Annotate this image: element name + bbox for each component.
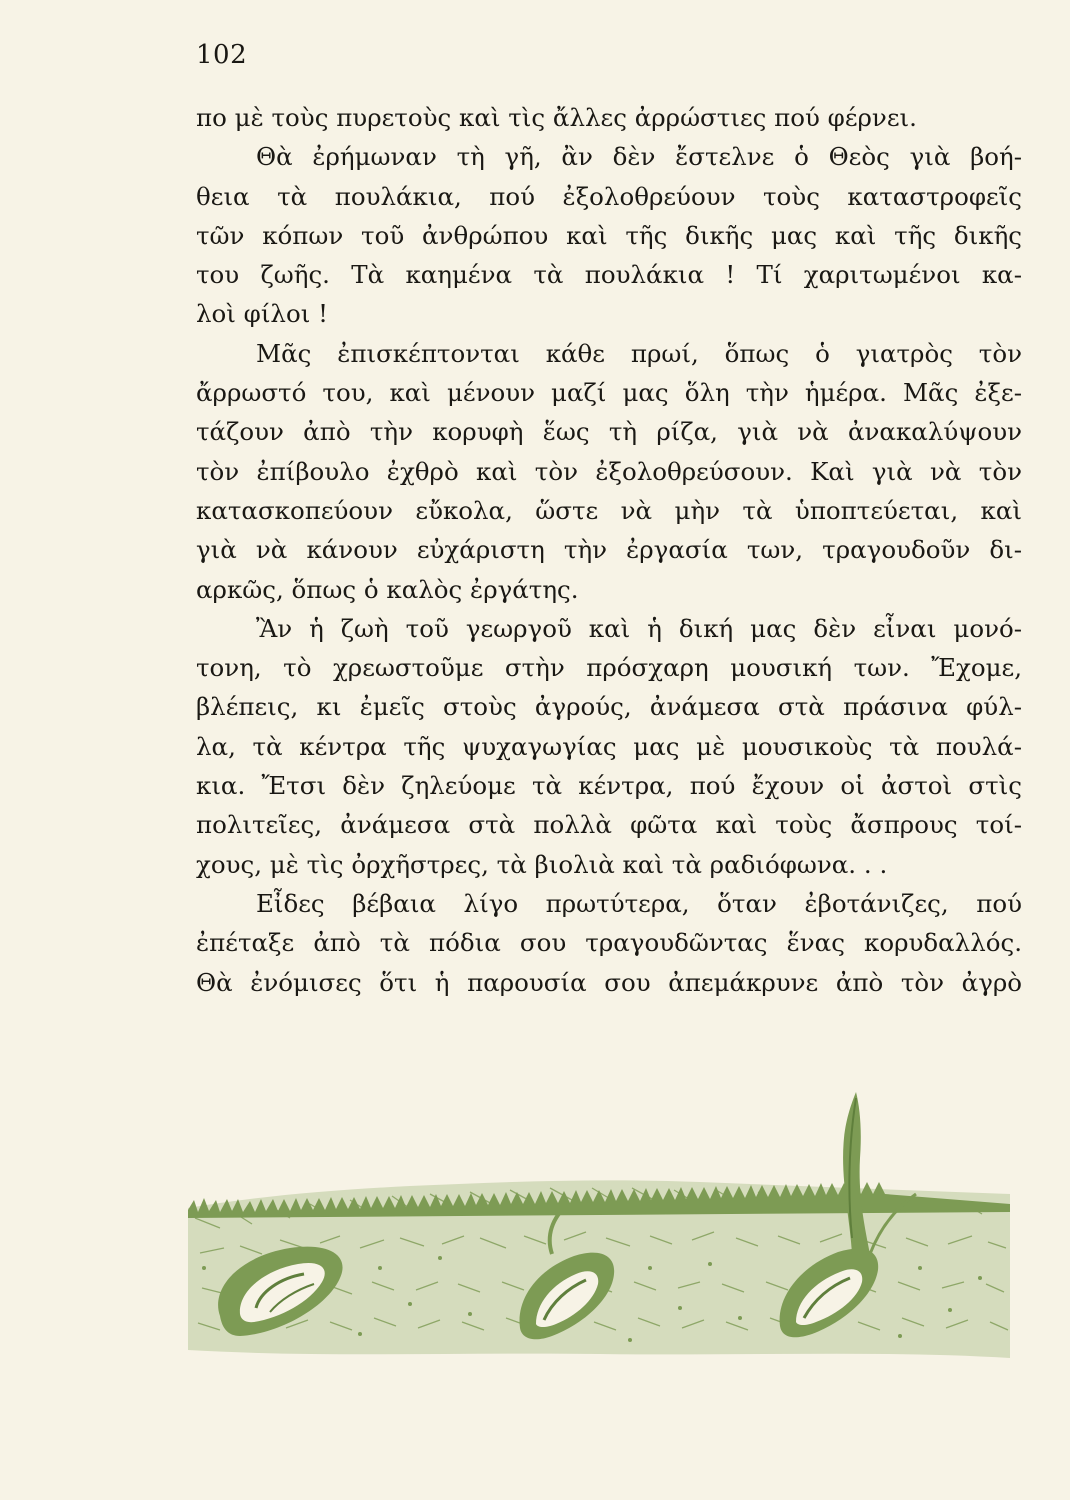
text-line: βλέπεις, κι ἐμεῖς στοὺς ἀγρούς, ἀνάμεσα στὰ πράσινα φύλ- (196, 692, 1022, 722)
text-line: θεια τὰ πουλάκια, πού ἐξολοθρεύουν τοὺς καταστροφεῖς (196, 181, 1022, 211)
text-line: λα, τὰ κέντρα τῆς ψυχαγωγίας μας μὲ μουσικοὺς τὰ πουλά- (196, 731, 1022, 761)
text-line: λοὶ φίλοι ! (196, 299, 328, 329)
text-block (196, 98, 1022, 1002)
soil-seedlings-illustration (180, 1078, 1022, 1378)
text-line: Θὰ ἐρήμωναν τὴ γῆ, ἂν δὲν ἔστελνε ὁ Θεὸς γιὰ βοή- (256, 142, 1022, 172)
page-number: 102 (196, 40, 248, 70)
text-line: τάζουν ἀπὸ τὴν κορυφὴ ἕως τὴ ρίζα, γιὰ νὰ ἀνακαλύψουν (196, 417, 1022, 447)
text-line: Μᾶς ἐπισκέπτονται κάθε πρωί, ὅπως ὁ γιατρὸς τὸν (256, 338, 1022, 368)
text-line: κια. Ἔτσι δὲν ζηλεύομε τὰ κέντρα, πού ἔχουν οἱ ἀστοὶ στὶς (196, 771, 1022, 801)
text-line: του ζωῆς. Τὰ καημένα τὰ πουλάκια ! Τί χαριτωμένοι κα- (196, 260, 1022, 290)
text-line: γιὰ νὰ κάνουν εὐχάριστη τὴν ἐργασία των, τραγουδοῦν δι- (196, 535, 1022, 565)
text-line: ἐπέταξε ἀπὸ τὰ πόδια σου τραγουδῶντας ἕνας κορυδαλλός. (196, 928, 1022, 958)
text-line: κατασκοπεύουν εὔκολα, ὥστε νὰ μὴν τὰ ὑποπτεύεται, καὶ (196, 495, 1022, 525)
text-line: τῶν κόπων τοῦ ἀνθρώπου καὶ τῆς δικῆς μας καὶ τῆς δικῆς (196, 220, 1022, 250)
text-line: τονη, τὸ χρεωστοῦμε στὴν πρόσχαρη μουσική των. Ἔχομε, (196, 653, 1022, 683)
text-line: Εἶδες βέβαια λίγο πρωτύτερα, ὅταν ἐβοτάνιζες, πού (256, 888, 1022, 918)
illustration-ink (188, 1092, 1010, 1358)
text-line: Ἂν ἡ ζωὴ τοῦ γεωργοῦ καὶ ἡ δική μας δὲν εἶναι μονό- (256, 613, 1022, 643)
text-line: ἄρρωστό του, καὶ μένουν μαζί μας ὅλη τὴν ἡμέρα. Μᾶς ἐξε- (196, 378, 1022, 408)
text-line: χους, μὲ τὶς ὀρχῆστρες, τὰ βιολιὰ καὶ τὰ ραδιόφωνα. . . (196, 849, 888, 879)
text-line: πο μὲ τοὺς πυρετοὺς καὶ τὶς ἄλλες ἀρρώστιες πού φέρνει. (196, 103, 917, 132)
text-line: τὸν ἐπίβουλο ἐχθρὸ καὶ τὸν ἐξολοθρεύσουν. Καὶ γιὰ νὰ τὸν (196, 456, 1022, 486)
text-line: αρκῶς, ὅπως ὁ καλὸς ἐργάτης. (196, 574, 579, 604)
text-line: πολιτεῖες, ἀνάμεσα στὰ πολλὰ φῶτα καὶ τοὺς ἄσπρους τοί- (196, 810, 1022, 840)
text-line: Θὰ ἐνόμισες ὅτι ἡ παρουσία σου ἀπεμάκρυνε ἀπὸ τὸν ἀγρὸ (196, 967, 1022, 997)
